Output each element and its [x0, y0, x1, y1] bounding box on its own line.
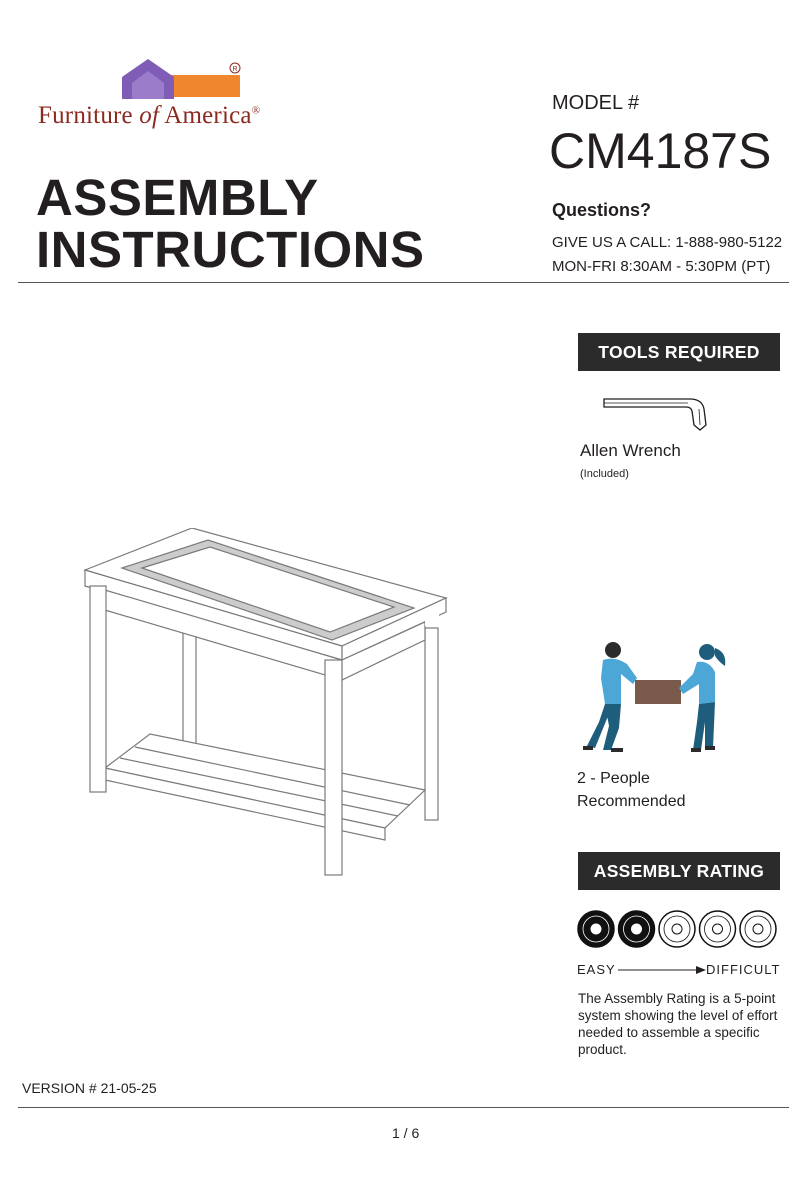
side-table-illustration [80, 528, 452, 880]
logo-bar [166, 75, 240, 97]
arrow-right-icon [618, 963, 706, 977]
rating-dot [619, 911, 655, 947]
allen-wrench-note: (Included) [580, 468, 629, 480]
rating-description: The Assembly Rating is a 5-point system showing the level of effort needed to assemble a specific product. [578, 991, 778, 1057]
svg-text:R: R [232, 66, 238, 73]
rating-dot [578, 911, 614, 947]
title-line-2: INSTRUCTIONS [36, 221, 425, 278]
rating-dot [659, 911, 695, 947]
version-number: VERSION # 21-05-25 [22, 1080, 157, 1096]
allen-wrench-label: Allen Wrench [580, 441, 681, 460]
page-title [36, 169, 425, 278]
people-recommended-label: Recommended [577, 793, 686, 810]
phone-line: GIVE US A CALL: 1-888-980-5122 [552, 234, 783, 251]
registered-mark: ® [251, 104, 261, 117]
model-label: MODEL # [552, 92, 640, 114]
people-count-label: 2 - People [577, 770, 650, 787]
easy-label: EASY [577, 962, 616, 977]
allen-wrench-icon [600, 395, 712, 435]
model-number: CM4187S [549, 123, 772, 179]
brand-name-part3: America [159, 102, 252, 129]
assembly-rating-scale [576, 909, 780, 949]
difficult-label: DIFFICULT [706, 962, 781, 977]
brand-name-of: of [139, 102, 160, 129]
two-people-carrying-box-icon [575, 638, 735, 758]
footer-divider [18, 1107, 789, 1108]
title-line-1: ASSEMBLY [36, 169, 319, 226]
tools-required-banner: TOOLS REQUIRED [578, 333, 780, 371]
brand-logo-icon [118, 55, 248, 103]
brand-name [38, 102, 260, 130]
header-divider [18, 282, 789, 283]
questions-heading: Questions? [552, 200, 652, 220]
brand-name-part1: Furniture [38, 102, 140, 129]
rating-dot [700, 911, 736, 947]
page-number: 1 / 6 [392, 1125, 420, 1141]
assembly-rating-banner: ASSEMBLY RATING [578, 852, 780, 890]
rating-dot [740, 911, 776, 947]
hours-line: MON-FRI 8:30AM - 5:30PM (PT) [552, 258, 771, 275]
